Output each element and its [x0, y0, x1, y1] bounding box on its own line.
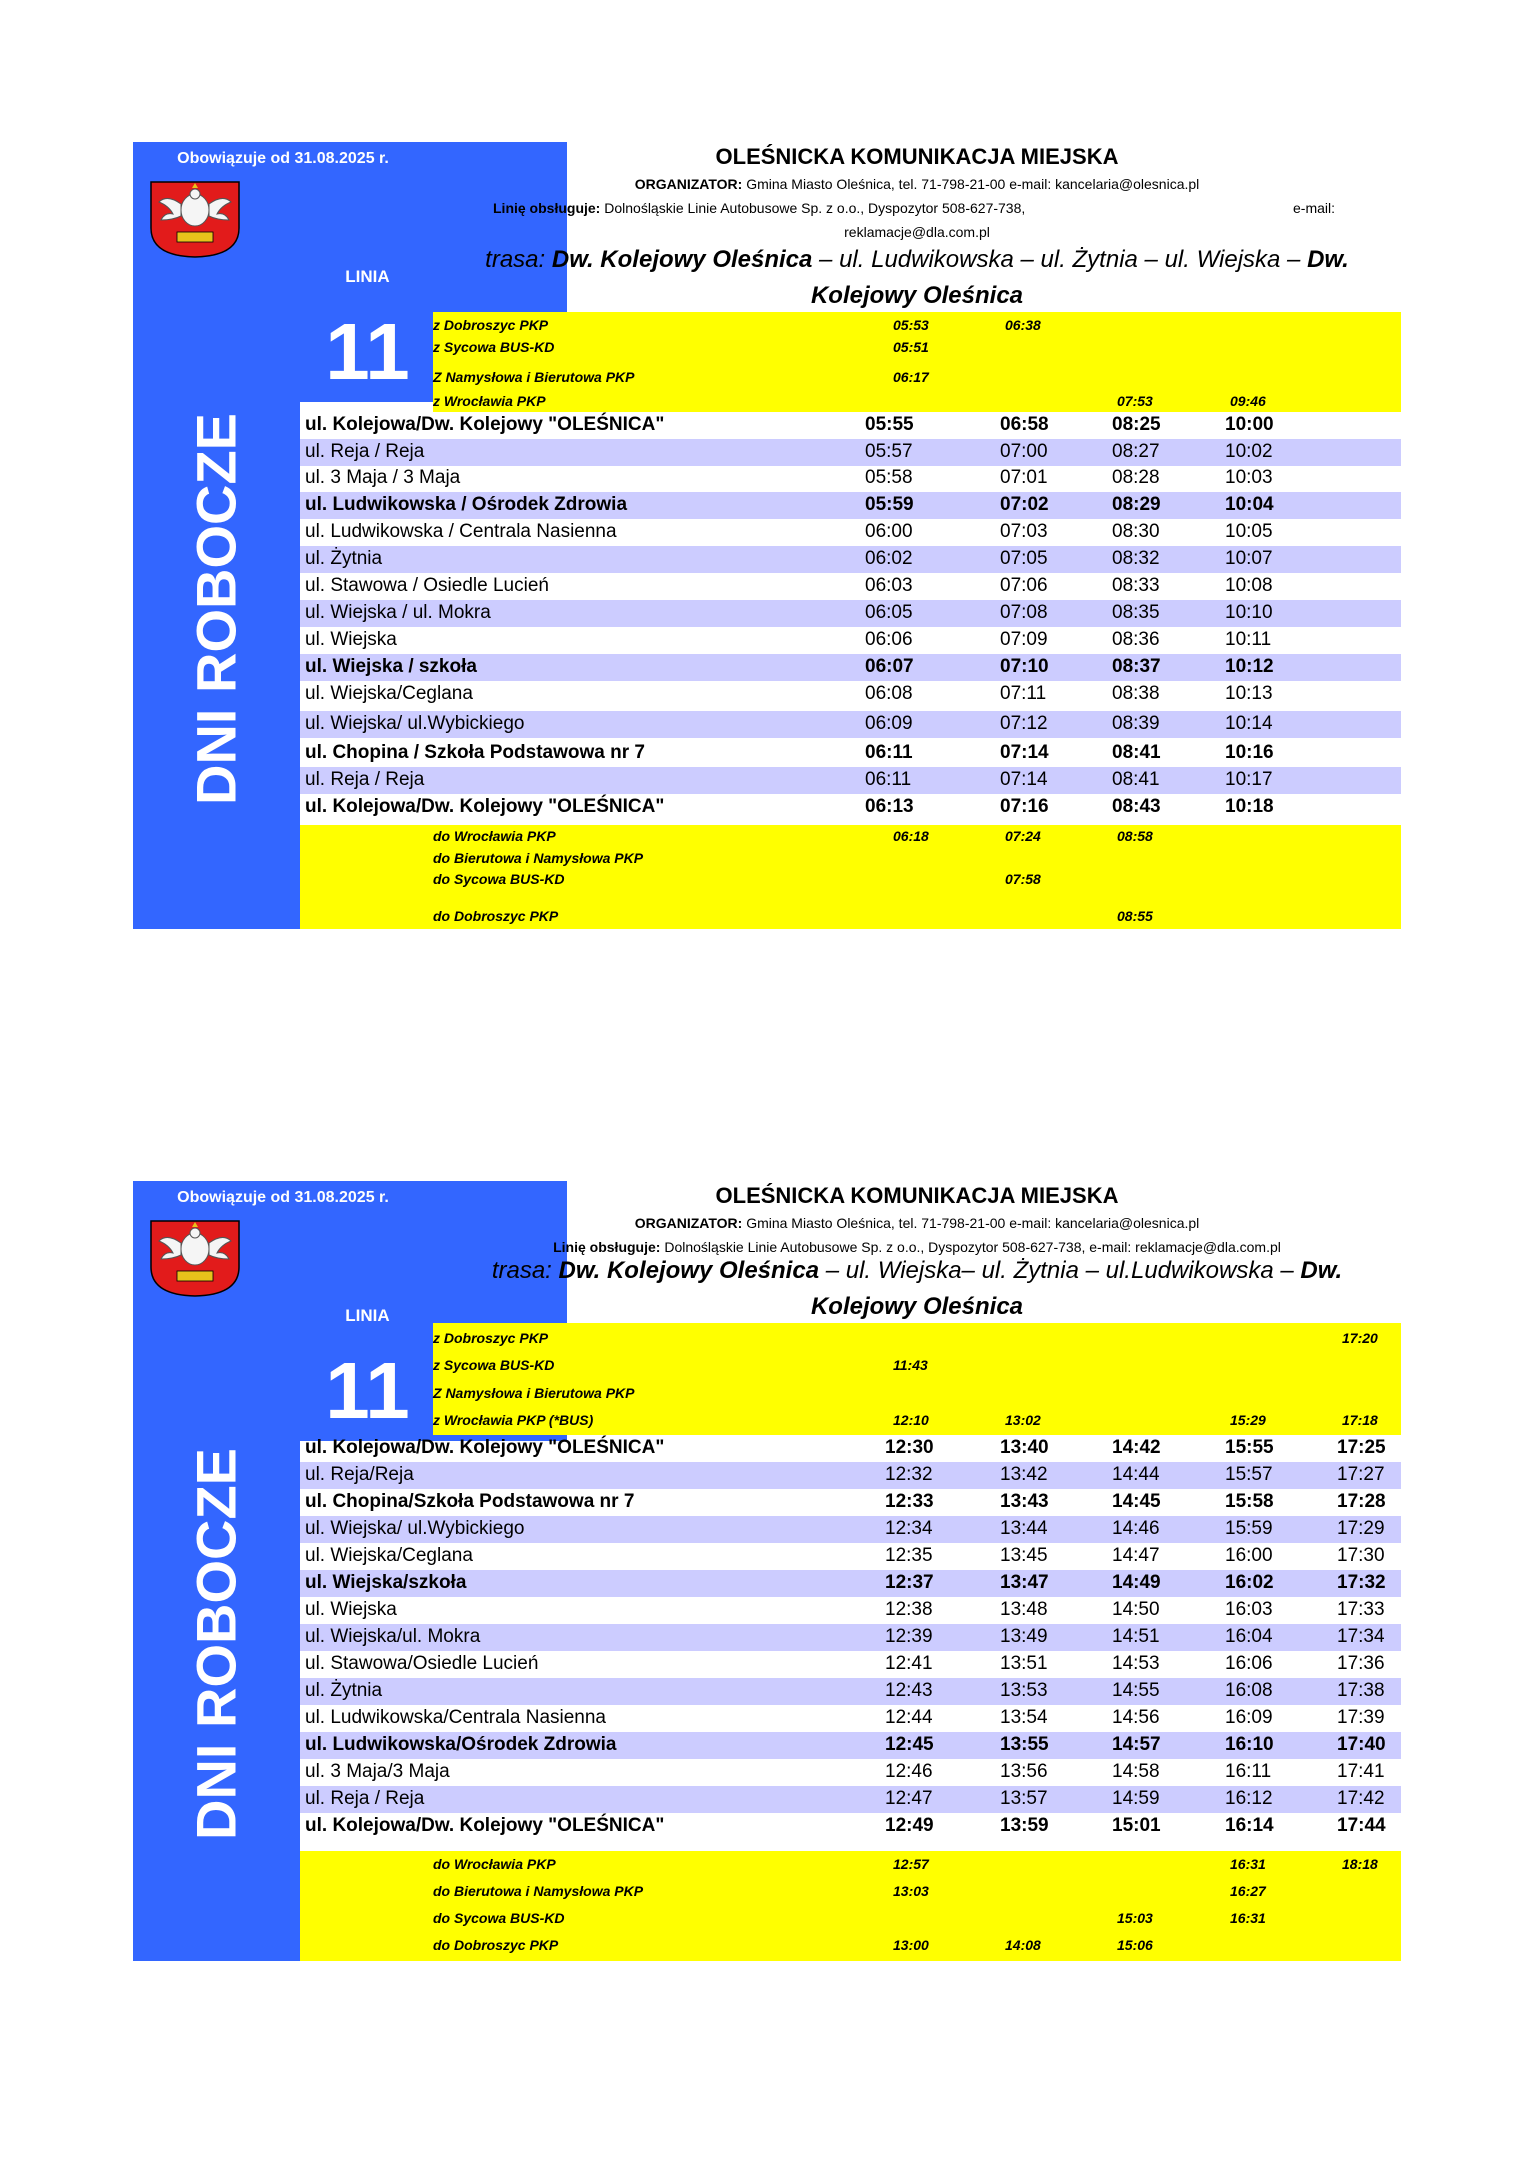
stop-time: 07:01 — [1000, 467, 1048, 488]
stop-time: 08:28 — [1112, 467, 1160, 488]
stop-row — [300, 627, 1401, 654]
stop-time: 05:57 — [865, 441, 913, 462]
stop-time: 07:16 — [1000, 796, 1049, 817]
departure-time: 12:57 — [893, 1856, 929, 1872]
stop-name: ul. Wiejska — [305, 629, 397, 650]
stop-row — [300, 492, 1401, 519]
line-label: LINIA — [345, 267, 390, 286]
arrival-label: z Wrocławia PKP — [433, 393, 546, 409]
stop-row — [300, 465, 1401, 492]
stop-time: 08:43 — [1112, 796, 1161, 817]
stop-time: 15:57 — [1225, 1464, 1273, 1485]
stop-time: 17:33 — [1337, 1599, 1385, 1620]
arrival-time: 15:29 — [1230, 1412, 1266, 1428]
stop-row — [300, 600, 1401, 627]
departure-label: do Wrocławia PKP — [433, 1856, 556, 1872]
stop-time: 15:55 — [1225, 1437, 1274, 1458]
stop-time: 17:28 — [1337, 1491, 1386, 1512]
stop-time: 08:32 — [1112, 548, 1160, 569]
stop-time: 16:03 — [1225, 1599, 1273, 1620]
stop-time: 13:51 — [1000, 1653, 1048, 1674]
stop-time: 17:36 — [1337, 1653, 1385, 1674]
stop-time: 13:47 — [1000, 1572, 1049, 1593]
arrival-label: z Dobroszyc PKP — [433, 317, 549, 333]
stop-time: 13:48 — [1000, 1599, 1048, 1620]
stop-time: 06:06 — [865, 629, 913, 650]
stop-time: 14:46 — [1112, 1518, 1160, 1539]
stop-time: 16:09 — [1225, 1707, 1273, 1728]
stop-name: ul. Wiejska/szkoła — [305, 1572, 467, 1593]
stop-time: 08:29 — [1112, 494, 1161, 515]
stop-row — [300, 1543, 1401, 1570]
arrival-row — [433, 314, 1401, 336]
stop-row — [300, 711, 1401, 738]
stop-time: 06:07 — [865, 656, 914, 677]
stop-time: 10:11 — [1225, 629, 1272, 650]
stop-time: 12:47 — [885, 1788, 933, 1809]
arrival-label: z Dobroszyc PKP — [433, 1330, 549, 1346]
stop-time: 08:36 — [1112, 629, 1160, 650]
stop-name: ul. Wiejska/ ul.Wybickiego — [305, 1518, 525, 1539]
stop-time: 13:55 — [1000, 1734, 1049, 1755]
departure-label: do Bierutowa i Namysłowa PKP — [433, 850, 644, 866]
stop-time: 05:58 — [865, 467, 913, 488]
stop-time: 13:44 — [1000, 1518, 1048, 1539]
stop-time: 17:29 — [1337, 1518, 1385, 1539]
arrival-time: 05:51 — [893, 339, 929, 355]
stop-row — [300, 1435, 1401, 1462]
arrival-row — [433, 1354, 1401, 1376]
stop-name: ul. Chopina / Szkoła Podstawowa nr 7 — [305, 742, 645, 763]
stop-name: ul. Wiejska/ ul.Wybickiego — [305, 713, 525, 734]
line-number: 11 — [325, 1346, 410, 1435]
departure-label: do Wrocławia PKP — [433, 828, 556, 844]
stop-name: ul. Stawowa/Osiedle Lucień — [305, 1653, 539, 1674]
arrival-time: 17:20 — [1342, 1330, 1378, 1346]
arrival-time: 07:53 — [1117, 393, 1153, 409]
stop-time: 08:27 — [1112, 441, 1160, 462]
arrival-time: 13:02 — [1005, 1412, 1041, 1428]
stop-time: 14:47 — [1112, 1545, 1160, 1566]
day-type: DNI ROBOCZE — [184, 413, 248, 805]
stop-time: 14:55 — [1112, 1680, 1160, 1701]
stop-time: 12:44 — [885, 1707, 933, 1728]
stop-time: 13:54 — [1000, 1707, 1048, 1728]
stop-time: 07:03 — [1000, 521, 1048, 542]
page-title: OLEŚNICKA KOMUNIKACJA MIEJSKA — [715, 144, 1119, 169]
stop-time: 17:44 — [1337, 1815, 1386, 1836]
stop-time: 10:12 — [1225, 656, 1274, 677]
stop-row — [300, 767, 1401, 794]
stop-time: 12:35 — [885, 1545, 933, 1566]
stop-time: 06:58 — [1000, 414, 1049, 435]
stop-name: ul. Wiejska/ul. Mokra — [305, 1626, 481, 1647]
arrival-label: z Sycowa BUS-KD — [433, 339, 555, 355]
page-title: OLEŚNICKA KOMUNIKACJA MIEJSKA — [715, 1183, 1119, 1208]
departure-time: 15:03 — [1117, 1910, 1153, 1926]
valid-from: Obowiązuje od 31.08.2025 r. — [177, 150, 389, 167]
departure-row — [433, 847, 1401, 869]
stop-time: 10:00 — [1225, 414, 1274, 435]
operator-line: Linię obsługuje: Dolnośląskie Linie Autobusowe Sp. z o.o., Dyspozytor 508-627-738, — [493, 200, 1026, 216]
day-type: DNI ROBOCZE — [184, 1448, 248, 1840]
stop-name: ul. Reja / Reja — [305, 1788, 425, 1809]
stop-name: ul. Reja/Reja — [305, 1464, 414, 1485]
stop-row — [300, 1705, 1401, 1732]
departure-label: do Sycowa BUS-KD — [433, 871, 565, 887]
stop-time: 12:46 — [885, 1761, 933, 1782]
stop-name: ul. Ludwikowska/Centrala Nasienna — [305, 1707, 606, 1728]
arrival-time: 11:43 — [893, 1357, 928, 1373]
stop-time: 10:13 — [1225, 683, 1273, 704]
stop-time: 14:53 — [1112, 1653, 1160, 1674]
stop-time: 06:00 — [865, 521, 913, 542]
stop-name: ul. Kolejowa/Dw. Kolejowy "OLEŚNICA" — [305, 796, 665, 817]
departure-time: 15:06 — [1117, 1937, 1153, 1953]
stop-time: 17:25 — [1337, 1437, 1386, 1458]
stop-time: 17:38 — [1337, 1680, 1385, 1701]
coat-of-arms-icon — [149, 180, 241, 258]
stop-time: 12:39 — [885, 1626, 933, 1647]
stop-time: 12:45 — [885, 1734, 934, 1755]
stop-time: 14:59 — [1112, 1788, 1160, 1809]
stop-name: ul. Ludwikowska / Ośrodek Zdrowia — [305, 494, 628, 515]
route-description: trasa: Dw. Kolejowy Oleśnica – ul. Ludwikowska – ul. Żytnia – ul. Wiejska – Dw. — [485, 246, 1349, 273]
stop-time: 10:18 — [1225, 796, 1274, 817]
arrival-row — [433, 1382, 1401, 1404]
stop-time: 14:57 — [1112, 1734, 1161, 1755]
stop-name: ul. Reja / Reja — [305, 441, 425, 462]
stop-time: 14:45 — [1112, 1491, 1161, 1512]
stop-row — [300, 519, 1401, 546]
stop-time: 13:56 — [1000, 1761, 1048, 1782]
departure-time: 16:27 — [1230, 1883, 1266, 1899]
stop-row — [300, 1678, 1401, 1705]
stop-row — [300, 412, 1401, 439]
departure-time: 13:03 — [893, 1883, 929, 1899]
stop-row — [300, 1570, 1401, 1597]
stop-time: 10:05 — [1225, 521, 1273, 542]
stop-time: 10:04 — [1225, 494, 1274, 515]
departure-row — [433, 825, 1401, 847]
stop-row — [300, 1462, 1401, 1489]
arrival-row — [433, 1409, 1401, 1431]
stop-time: 08:30 — [1112, 521, 1160, 542]
stop-time: 13:49 — [1000, 1626, 1048, 1647]
arrival-time: 05:53 — [893, 317, 929, 333]
stop-time: 12:43 — [885, 1680, 933, 1701]
timetable-2 — [133, 1181, 1401, 1961]
stop-time: 16:06 — [1225, 1653, 1273, 1674]
stop-time: 08:41 — [1112, 742, 1161, 763]
departure-label: do Dobroszyc PKP — [433, 1937, 559, 1953]
stop-time: 12:32 — [885, 1464, 933, 1485]
stop-time: 10:08 — [1225, 575, 1273, 596]
valid-from: Obowiązuje od 31.08.2025 r. — [177, 1189, 389, 1206]
stop-row — [300, 1759, 1401, 1786]
departure-time: 14:08 — [1005, 1937, 1041, 1953]
stop-name: ul. Reja / Reja — [305, 769, 425, 790]
stop-time: 05:59 — [865, 494, 914, 515]
stop-time: 07:06 — [1000, 575, 1048, 596]
stop-time: 07:11 — [1000, 683, 1047, 704]
stop-time: 06:11 — [865, 742, 913, 763]
stop-time: 08:35 — [1112, 602, 1160, 623]
stop-time: 12:34 — [885, 1518, 933, 1539]
stop-time: 07:08 — [1000, 602, 1048, 623]
stop-row — [300, 1489, 1401, 1516]
departure-time: 13:00 — [893, 1937, 929, 1953]
stop-row — [300, 794, 1401, 821]
stop-time: 14:49 — [1112, 1572, 1161, 1593]
stop-time: 10:16 — [1225, 742, 1274, 763]
stop-time: 10:14 — [1225, 713, 1273, 734]
stop-time: 12:41 — [885, 1653, 933, 1674]
departure-label: do Bierutowa i Namysłowa PKP — [433, 1883, 644, 1899]
arrival-label: Z Namysłowa i Bierutowa PKP — [433, 369, 635, 385]
stop-time: 08:25 — [1112, 414, 1161, 435]
stop-time: 16:12 — [1225, 1788, 1273, 1809]
stop-time: 12:38 — [885, 1599, 933, 1620]
stop-name: ul. Ludwikowska / Centrala Nasienna — [305, 521, 617, 542]
departure-time: 06:18 — [893, 828, 929, 844]
stop-time: 13:53 — [1000, 1680, 1048, 1701]
stop-time: 06:05 — [865, 602, 913, 623]
stop-time: 10:03 — [1225, 467, 1273, 488]
stop-name: ul. Wiejska / ul. Mokra — [305, 602, 491, 623]
stop-time: 16:08 — [1225, 1680, 1273, 1701]
stop-time: 17:41 — [1337, 1761, 1385, 1782]
stop-time: 12:49 — [885, 1815, 934, 1836]
stop-time: 16:04 — [1225, 1626, 1273, 1647]
departure-time: 16:31 — [1230, 1856, 1266, 1872]
arrival-time: 12:10 — [893, 1412, 929, 1428]
departure-time: 18:18 — [1342, 1856, 1378, 1872]
arrival-label: z Sycowa BUS-KD — [433, 1357, 555, 1373]
arrival-time: 06:38 — [1005, 317, 1041, 333]
stop-time: 06:09 — [865, 713, 913, 734]
stop-time: 07:10 — [1000, 656, 1049, 677]
stop-row — [300, 1732, 1401, 1759]
stop-time: 08:33 — [1112, 575, 1160, 596]
stop-time: 08:39 — [1112, 713, 1160, 734]
stop-row — [300, 1516, 1401, 1543]
stop-time: 12:37 — [885, 1572, 934, 1593]
stop-time: 16:10 — [1225, 1734, 1274, 1755]
stop-time: 13:57 — [1000, 1788, 1048, 1809]
arrival-row — [433, 1327, 1401, 1349]
line-label: LINIA — [345, 1306, 390, 1325]
departure-time: 08:55 — [1117, 908, 1153, 924]
stop-name: ul. Wiejska/Ceglana — [305, 683, 473, 704]
route-description: trasa: Dw. Kolejowy Oleśnica – ul. Wiejska– ul. Żytnia – ul.Ludwikowska – Dw. — [491, 1257, 1343, 1284]
stop-time: 10:02 — [1225, 441, 1273, 462]
stop-time: 13:43 — [1000, 1491, 1049, 1512]
stop-time: 10:07 — [1225, 548, 1273, 569]
stop-time: 10:10 — [1225, 602, 1273, 623]
operator-email-label: e-mail: — [1293, 200, 1336, 216]
organizer-line: ORGANIZATOR: Gmina Miasto Oleśnica, tel. 71-798-21-00 e-mail: kancelaria@olesnica.pl — [634, 176, 1200, 192]
departure-row — [433, 1880, 1401, 1902]
stop-row — [300, 1624, 1401, 1651]
operator-email: reklamacje@dla.com.pl — [844, 224, 990, 240]
stop-time: 14:58 — [1112, 1761, 1160, 1782]
stop-time: 15:59 — [1225, 1518, 1273, 1539]
route-description-end: Kolejowy Oleśnica — [810, 1293, 1024, 1320]
stop-name: ul. Wiejska / szkoła — [305, 656, 477, 677]
departure-time: 08:58 — [1117, 828, 1153, 844]
stop-row — [300, 1813, 1401, 1840]
stop-name: ul. 3 Maja/3 Maja — [305, 1761, 450, 1782]
stop-time: 08:38 — [1112, 683, 1160, 704]
stop-time: 13:45 — [1000, 1545, 1048, 1566]
stop-row — [300, 681, 1401, 708]
arrival-row — [433, 336, 1401, 358]
departure-time: 07:58 — [1005, 871, 1041, 887]
stop-time: 17:32 — [1337, 1572, 1386, 1593]
stop-name: ul. Żytnia — [305, 548, 383, 569]
stop-time: 13:59 — [1000, 1815, 1049, 1836]
stop-time: 06:11 — [865, 769, 912, 790]
stop-time: 07:14 — [1000, 769, 1048, 790]
stop-time: 15:01 — [1112, 1815, 1161, 1836]
stop-name: ul. Kolejowa/Dw. Kolejowy "OLEŚNICA" — [305, 1815, 665, 1836]
stop-name: ul. Chopina/Szkoła Podstawowa nr 7 — [305, 1491, 635, 1512]
stop-time: 17:42 — [1337, 1788, 1385, 1809]
departure-row — [433, 868, 1401, 890]
arrival-label: z Wrocławia PKP (*BUS) — [433, 1412, 594, 1428]
stop-time: 17:30 — [1337, 1545, 1385, 1566]
stop-row — [300, 1786, 1401, 1813]
stop-time: 14:51 — [1112, 1626, 1160, 1647]
arrival-row — [433, 366, 1401, 388]
operator-line: Linię obsługuje: Dolnośląskie Linie Autobusowe Sp. z o.o., Dyspozytor 508-627-738, e-mail: reklamacje@dla.com.pl — [553, 1239, 1281, 1255]
stop-time: 17:27 — [1337, 1464, 1385, 1485]
stop-time: 14:50 — [1112, 1599, 1160, 1620]
stop-time: 08:41 — [1112, 769, 1160, 790]
departure-time: 16:31 — [1230, 1910, 1266, 1926]
stop-name: ul. Kolejowa/Dw. Kolejowy "OLEŚNICA" — [305, 1437, 665, 1458]
stop-time: 06:03 — [865, 575, 913, 596]
stop-time: 12:30 — [885, 1437, 934, 1458]
stop-time: 07:02 — [1000, 494, 1049, 515]
timetable-1 — [133, 142, 1401, 929]
departure-row — [433, 1907, 1401, 1929]
stop-time: 07:09 — [1000, 629, 1048, 650]
departure-label: do Sycowa BUS-KD — [433, 1910, 565, 1926]
departure-row — [433, 1853, 1401, 1875]
departure-time: 07:24 — [1005, 828, 1041, 844]
stop-row — [300, 740, 1401, 767]
arrival-time: 06:17 — [893, 369, 929, 385]
stop-time: 13:42 — [1000, 1464, 1048, 1485]
arrival-time: 17:18 — [1342, 1412, 1378, 1428]
stop-time: 06:02 — [865, 548, 913, 569]
stop-row — [300, 439, 1401, 466]
stop-time: 16:02 — [1225, 1572, 1274, 1593]
coat-of-arms-icon — [149, 1219, 241, 1297]
stop-name: ul. Stawowa / Osiedle Lucień — [305, 575, 549, 596]
stop-time: 07:14 — [1000, 742, 1049, 763]
stop-name: ul. Kolejowa/Dw. Kolejowy "OLEŚNICA" — [305, 414, 665, 435]
departure-row — [433, 905, 1401, 927]
stop-time: 13:40 — [1000, 1437, 1049, 1458]
line-number: 11 — [325, 307, 410, 396]
stop-time: 07:05 — [1000, 548, 1048, 569]
stop-time: 16:11 — [1225, 1761, 1272, 1782]
stop-row — [300, 573, 1401, 600]
route-description-end: Kolejowy Oleśnica — [810, 282, 1024, 309]
stop-row — [300, 1597, 1401, 1624]
stop-time: 17:40 — [1337, 1734, 1386, 1755]
arrival-row — [433, 390, 1401, 412]
stop-time: 14:44 — [1112, 1464, 1160, 1485]
arrival-label: Z Namysłowa i Bierutowa PKP — [433, 1385, 635, 1401]
stop-name: ul. Wiejska/Ceglana — [305, 1545, 473, 1566]
stop-time: 14:56 — [1112, 1707, 1160, 1728]
stop-name: ul. Żytnia — [305, 1680, 383, 1701]
stop-time: 14:42 — [1112, 1437, 1161, 1458]
departure-label: do Dobroszyc PKP — [433, 908, 559, 924]
organizer-line: ORGANIZATOR: Gmina Miasto Oleśnica, tel. 71-798-21-00 e-mail: kancelaria@olesnica.pl — [634, 1215, 1200, 1231]
stop-time: 16:14 — [1225, 1815, 1274, 1836]
stop-time: 16:00 — [1225, 1545, 1273, 1566]
stop-name: ul. Wiejska — [305, 1599, 397, 1620]
stop-time: 15:58 — [1225, 1491, 1274, 1512]
stop-row — [300, 1651, 1401, 1678]
stop-name: ul. Ludwikowska/Ośrodek Zdrowia — [305, 1734, 617, 1755]
stop-row — [300, 546, 1401, 573]
stop-name: ul. 3 Maja / 3 Maja — [305, 467, 461, 488]
stop-time: 07:00 — [1000, 441, 1048, 462]
stop-row — [300, 654, 1401, 681]
stop-time: 06:13 — [865, 796, 914, 817]
stop-time: 10:17 — [1225, 769, 1273, 790]
arrival-time: 09:46 — [1230, 393, 1266, 409]
stop-time: 08:37 — [1112, 656, 1161, 677]
stop-time: 17:34 — [1337, 1626, 1385, 1647]
stop-time: 05:55 — [865, 414, 914, 435]
stop-time: 06:08 — [865, 683, 913, 704]
stop-time: 17:39 — [1337, 1707, 1385, 1728]
stop-time: 07:12 — [1000, 713, 1048, 734]
departure-row — [433, 1934, 1401, 1956]
stop-time: 12:33 — [885, 1491, 934, 1512]
